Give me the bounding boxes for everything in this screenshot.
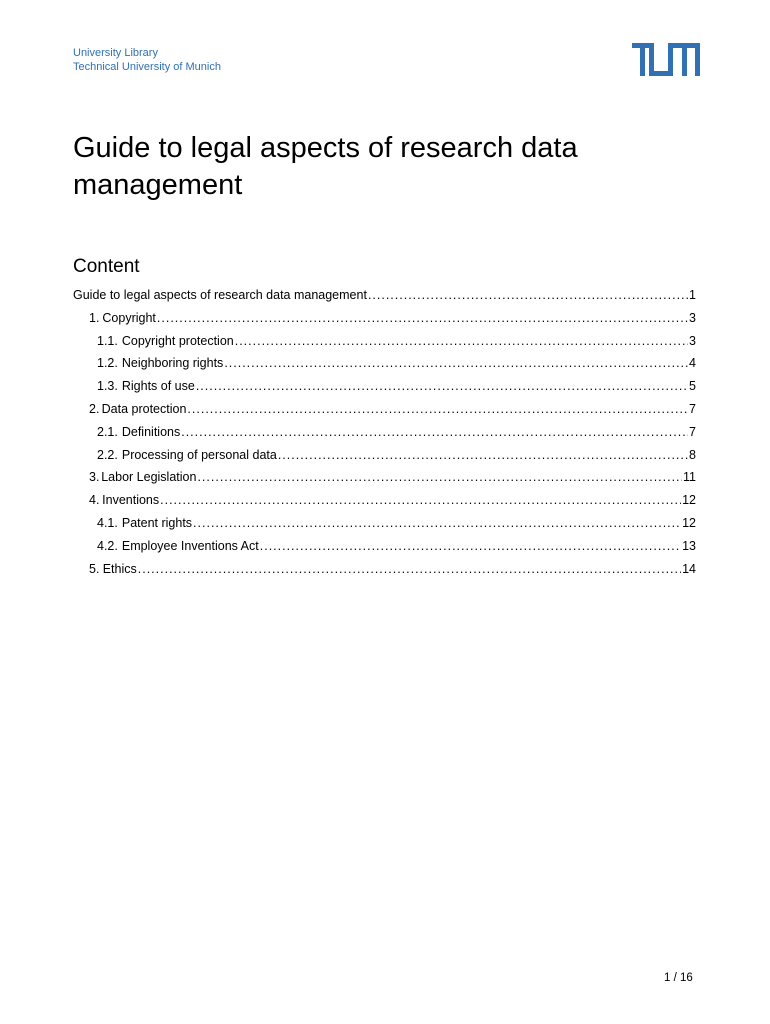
toc-leader-dots — [157, 307, 688, 330]
toc-entry-title: Copyright protection — [121, 333, 234, 348]
toc-entry-page: 3 — [689, 333, 696, 348]
toc-entry-processing-personal-data[interactable] — [73, 444, 696, 467]
toc-entry-page: 4 — [689, 356, 696, 371]
toc-entry-page: 14 — [682, 561, 696, 576]
toc-leader-dots — [235, 330, 688, 353]
toc-leader-dots — [278, 444, 688, 467]
tum-logo-icon — [632, 43, 700, 76]
toc-entry-page: 3 — [689, 310, 696, 325]
toc-entry-title: Data protection — [101, 401, 187, 416]
toc-entry-number: 2.1. — [97, 424, 118, 439]
toc-entry-employee-inventions-act[interactable] — [73, 535, 696, 558]
toc-entry-title: Inventions — [102, 493, 160, 508]
toc-entry-number: 3. — [89, 470, 100, 485]
toc-entry-number: 1.1. — [97, 333, 118, 348]
document-header — [73, 46, 221, 74]
table-of-contents — [73, 284, 696, 580]
toc-leader-dots — [260, 535, 681, 558]
toc-leader-dots — [181, 421, 688, 444]
toc-entry-page: 8 — [689, 447, 696, 462]
toc-entry-title: Employee Inventions Act — [121, 538, 259, 553]
toc-entry-rights-of-use[interactable] — [73, 375, 696, 398]
toc-entry-number: 4.1. — [97, 515, 118, 530]
toc-heading: Content — [73, 256, 140, 277]
toc-entry-title: Labor Legislation — [101, 470, 197, 485]
toc-leader-dots — [196, 375, 688, 398]
toc-entry-number: 2. — [89, 401, 100, 416]
toc-entry-title: Processing of personal data — [121, 447, 277, 462]
header-university-line: Technical University of Munich — [73, 61, 221, 73]
header-institution-line: University Library — [73, 47, 158, 59]
toc-entry-title: Definitions — [121, 424, 181, 439]
toc-leader-dots — [224, 352, 688, 375]
toc-entry-title: Copyright — [102, 310, 156, 325]
toc-entry-number: 4.2. — [97, 538, 118, 553]
toc-entry-main-title[interactable] — [73, 284, 696, 307]
toc-entry-number: 1. — [89, 310, 100, 325]
toc-entry-page: 1 — [689, 288, 696, 302]
toc-entry-page: 7 — [689, 424, 696, 439]
toc-entry-number: 1.3. — [97, 379, 118, 394]
toc-entry-page: 5 — [689, 379, 696, 394]
toc-entry-page: 12 — [682, 493, 696, 508]
toc-entry-ethics[interactable] — [73, 558, 696, 581]
toc-entry-title: Patent rights — [121, 515, 193, 530]
toc-entry-number: 5. — [89, 561, 100, 576]
toc-entry-title: Guide to legal aspects of research data management — [73, 288, 367, 302]
toc-entry-number: 2.2. — [97, 447, 118, 462]
toc-entry-copyright[interactable] — [73, 307, 696, 330]
toc-entry-title: Rights of use — [121, 379, 195, 394]
toc-entry-title: Ethics — [102, 561, 137, 576]
toc-entry-number: 1.2. — [97, 356, 118, 371]
toc-entry-page: 13 — [682, 538, 696, 553]
toc-entry-patent-rights[interactable] — [73, 512, 696, 535]
toc-entry-definitions[interactable] — [73, 421, 696, 444]
toc-leader-dots — [187, 398, 688, 421]
document-title: Guide to legal aspects of research data management — [73, 132, 578, 201]
toc-entry-labor-legislation[interactable] — [73, 466, 696, 489]
page-indicator: 1 / 16 — [664, 972, 693, 984]
toc-leader-dots — [197, 466, 682, 489]
toc-entry-page: 12 — [682, 515, 696, 530]
toc-leader-dots — [160, 489, 681, 512]
toc-entry-data-protection[interactable] — [73, 398, 696, 421]
toc-leader-dots — [193, 512, 681, 535]
toc-entry-copyright-protection[interactable] — [73, 330, 696, 353]
toc-leader-dots — [368, 284, 688, 307]
toc-leader-dots — [138, 558, 681, 581]
toc-entry-inventions[interactable] — [73, 489, 696, 512]
toc-entry-neighboring-rights[interactable] — [73, 352, 696, 375]
toc-entry-page: 7 — [689, 401, 696, 416]
toc-entry-title: Neighboring rights — [121, 356, 224, 371]
toc-entry-number: 4. — [89, 493, 100, 508]
toc-entry-page: 11 — [683, 470, 696, 485]
